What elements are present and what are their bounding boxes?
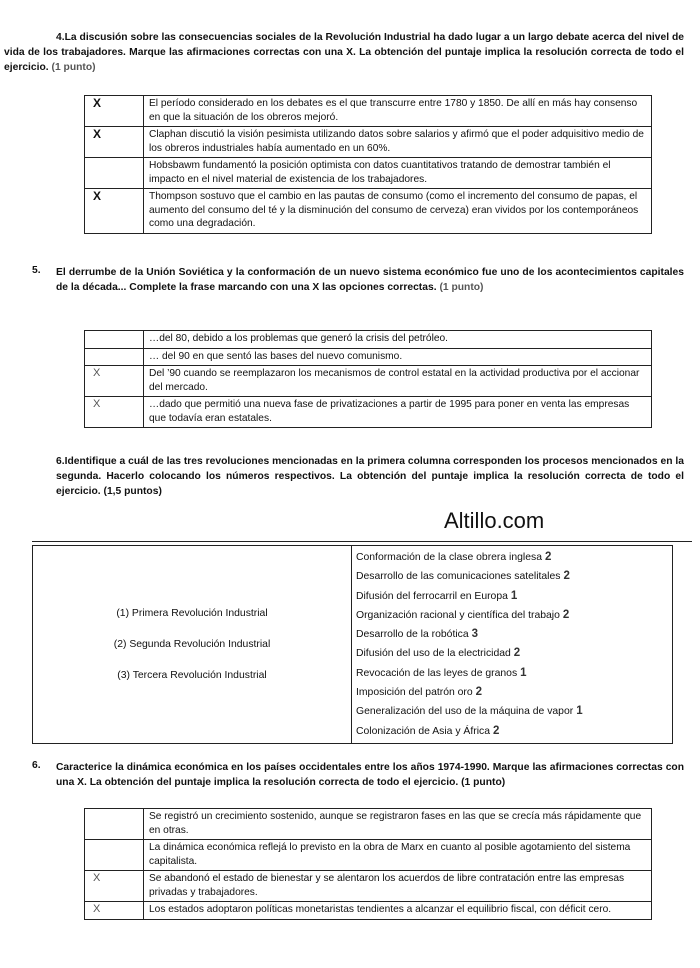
process-number[interactable]: 1 — [510, 589, 518, 602]
answer-text: …del 80, debido a los problemas que generó la crisis del petróleo. — [144, 331, 652, 349]
process-text: Generalización del uso de la máquina de vapor — [356, 706, 574, 718]
question-5-number: 5. — [32, 265, 41, 276]
table-row — [85, 348, 652, 366]
table-row — [85, 96, 652, 127]
process-text: Difusión del ferrocarril en Europa — [356, 590, 508, 602]
answer-text: Se registró un crecimiento sostenido, aunque se registraron fases en las que se crecía más rápidamente que en otras. — [144, 809, 652, 840]
table-row — [85, 127, 652, 158]
process-item — [356, 702, 668, 721]
answer-mark[interactable] — [85, 809, 144, 840]
answer-mark[interactable] — [85, 331, 144, 349]
answer-mark[interactable]: X — [85, 127, 144, 158]
revolutions-table — [32, 545, 673, 744]
question-5-text: El derrumbe de la Unión Soviética y la conformación de un nuevo sistema económico fue uno de los acontecimientos capitales de la década... Complete la frase marcando con una X las opciones correctas. — [56, 267, 684, 293]
revolution-item: (2) Segunda Revolución Industrial — [113, 638, 271, 650]
process-text: Desarrollo de las comunicaciones satelitales — [356, 571, 561, 583]
answer-mark[interactable] — [85, 158, 144, 189]
answer-mark[interactable]: X — [85, 96, 144, 127]
answer-mark[interactable]: X — [85, 871, 144, 902]
question-6b-table — [84, 808, 652, 920]
table-row — [85, 331, 652, 349]
table-row — [85, 366, 652, 397]
process-item — [356, 548, 668, 567]
answer-mark[interactable]: X — [85, 189, 144, 234]
process-number[interactable]: 2 — [563, 570, 570, 583]
process-text: Revocación de las leyes de granos — [356, 667, 518, 679]
process-text: Organización racional y científica del trabajo — [356, 609, 560, 621]
question-4-text: 4.La discusión sobre las consecuencias sociales de la Revolución Industrial ha dado lugar a un largo debate acerca del nivel de vida de los trabajadores. Marque las afirmaciones correctas con una X. La obtención del puntaje implica la resolución correcta de todo el ejercicio. — [4, 32, 684, 73]
divider — [32, 541, 692, 542]
process-item — [356, 606, 668, 625]
answer-text: … del 90 en que sentó las bases del nuevo comunismo. — [144, 348, 652, 366]
process-number[interactable]: 1 — [576, 705, 583, 718]
question-5-prompt — [56, 265, 684, 295]
answer-mark[interactable] — [85, 840, 144, 871]
process-number[interactable]: 2 — [544, 551, 552, 563]
process-text: Conformación de la clase obrera inglesa — [356, 552, 542, 563]
process-number[interactable]: 2 — [513, 647, 521, 660]
table-row — [85, 397, 652, 428]
answer-mark[interactable]: X — [85, 902, 144, 920]
process-number[interactable]: 1 — [520, 666, 527, 679]
answer-text: La dinámica económica reflejá lo previsto en la obra de Marx en cuanto al posible agotamiento del sistema capitalista. — [144, 840, 652, 871]
answer-text: Los estados adoptaron políticas monetaristas tendientes a alcanzar el equilibrio fiscal, con déficit cero. — [144, 902, 652, 920]
process-number[interactable]: 2 — [475, 686, 483, 699]
question-4-points: (1 punto) — [51, 62, 96, 73]
question-6b-text: Caracterice la dinámica económica en los países occidentales entre los años 1974-1990. Marque las afirmaciones correctas con una X. La obtención del puntaje implica la resolución correcta de todo el ejercicio. — [56, 762, 684, 788]
table-row — [85, 902, 652, 920]
revolution-item: (1) Primera Revolución Industrial — [116, 607, 268, 619]
process-item — [356, 625, 668, 644]
process-number[interactable]: 2 — [493, 724, 500, 737]
table-row — [85, 809, 652, 840]
question-6a-prompt — [56, 454, 684, 499]
question-4-table — [84, 95, 652, 234]
table-row — [85, 871, 652, 902]
process-item — [356, 722, 668, 741]
process-item — [356, 587, 668, 606]
question-6a-text: 6.Identifique a cuál de las tres revoluciones mencionadas en la primera columna corresponden los procesos mencionados en la segunda. Hacerlo colocando los números respectivos. La obtención del puntaje implica la resolución correcta de todo el ejercicio. — [56, 456, 684, 497]
question-6b-points: (1 punto) — [461, 777, 506, 788]
process-item — [356, 683, 668, 702]
process-number[interactable]: 3 — [471, 628, 479, 641]
question-6a-points: (1,5 puntos) — [103, 486, 162, 497]
question-5-points: (1 punto) — [439, 282, 484, 293]
process-item — [356, 664, 668, 683]
process-text: Difusión del uso de la electricidad — [356, 648, 511, 660]
answer-mark[interactable]: X — [85, 397, 144, 428]
revolution-item: (3) Tercera Revolución Industrial — [117, 669, 267, 681]
table-row — [85, 840, 652, 871]
process-text: Desarrollo de la robótica — [356, 629, 469, 641]
answer-text: Thompson sostuvo que el cambio en las pautas de consumo (como el incremento del consumo de papas, el aumento del consumo del té y la disminución del consumo de cerveza) eran vividos por los contemporáneos como una degradación. — [144, 189, 652, 234]
revolutions-column — [33, 546, 352, 744]
process-text: Colonización de Asia y África — [356, 725, 490, 737]
question-6b-number: 6. — [32, 760, 41, 771]
answer-text: …dado que permitió una nueva fase de privatizaciones a partir de 1995 para poner en venta las empresas que todavía eran estatales. — [144, 397, 652, 428]
answer-mark[interactable]: X — [85, 366, 144, 397]
processes-column — [352, 546, 673, 744]
answer-text: Hobsbawm fundamentó la posición optimista con datos cuantitativos tratando de demostrar también el impacto en el nivel material de existencia de los trabajadores. — [144, 158, 652, 189]
question-6b-prompt — [56, 760, 684, 790]
question-4-prompt — [4, 30, 684, 75]
answer-text: El período considerado en los debates es el que transcurre entre 1780 y 1850. De allí en más hay consenso en que la situación de los obreros mejoró. — [144, 96, 652, 127]
table-row — [85, 189, 652, 234]
process-item — [356, 567, 668, 586]
table-row — [85, 158, 652, 189]
watermark: Altillo.com — [444, 508, 545, 533]
answer-text: Claphan discutió la visión pesimista utilizando datos sobre salarios y afirmó que el poder adquisitivo medio de los obreros industriales había aumentado en un 60%. — [144, 127, 652, 158]
answer-text: Se abandonó el estado de bienestar y se alentaron los acuerdos de libre contratación entre las empresas privadas y trabajadores. — [144, 871, 652, 902]
process-item — [356, 644, 668, 663]
process-number[interactable]: 2 — [562, 608, 570, 621]
answer-mark[interactable] — [85, 348, 144, 366]
answer-text: Del ’90 cuando se reemplazaron los mecanismos de control estatal en la actividad productiva por el accionar del mercado. — [144, 366, 652, 397]
process-text: Imposición del patrón oro — [356, 687, 473, 699]
question-5-table — [84, 330, 652, 428]
